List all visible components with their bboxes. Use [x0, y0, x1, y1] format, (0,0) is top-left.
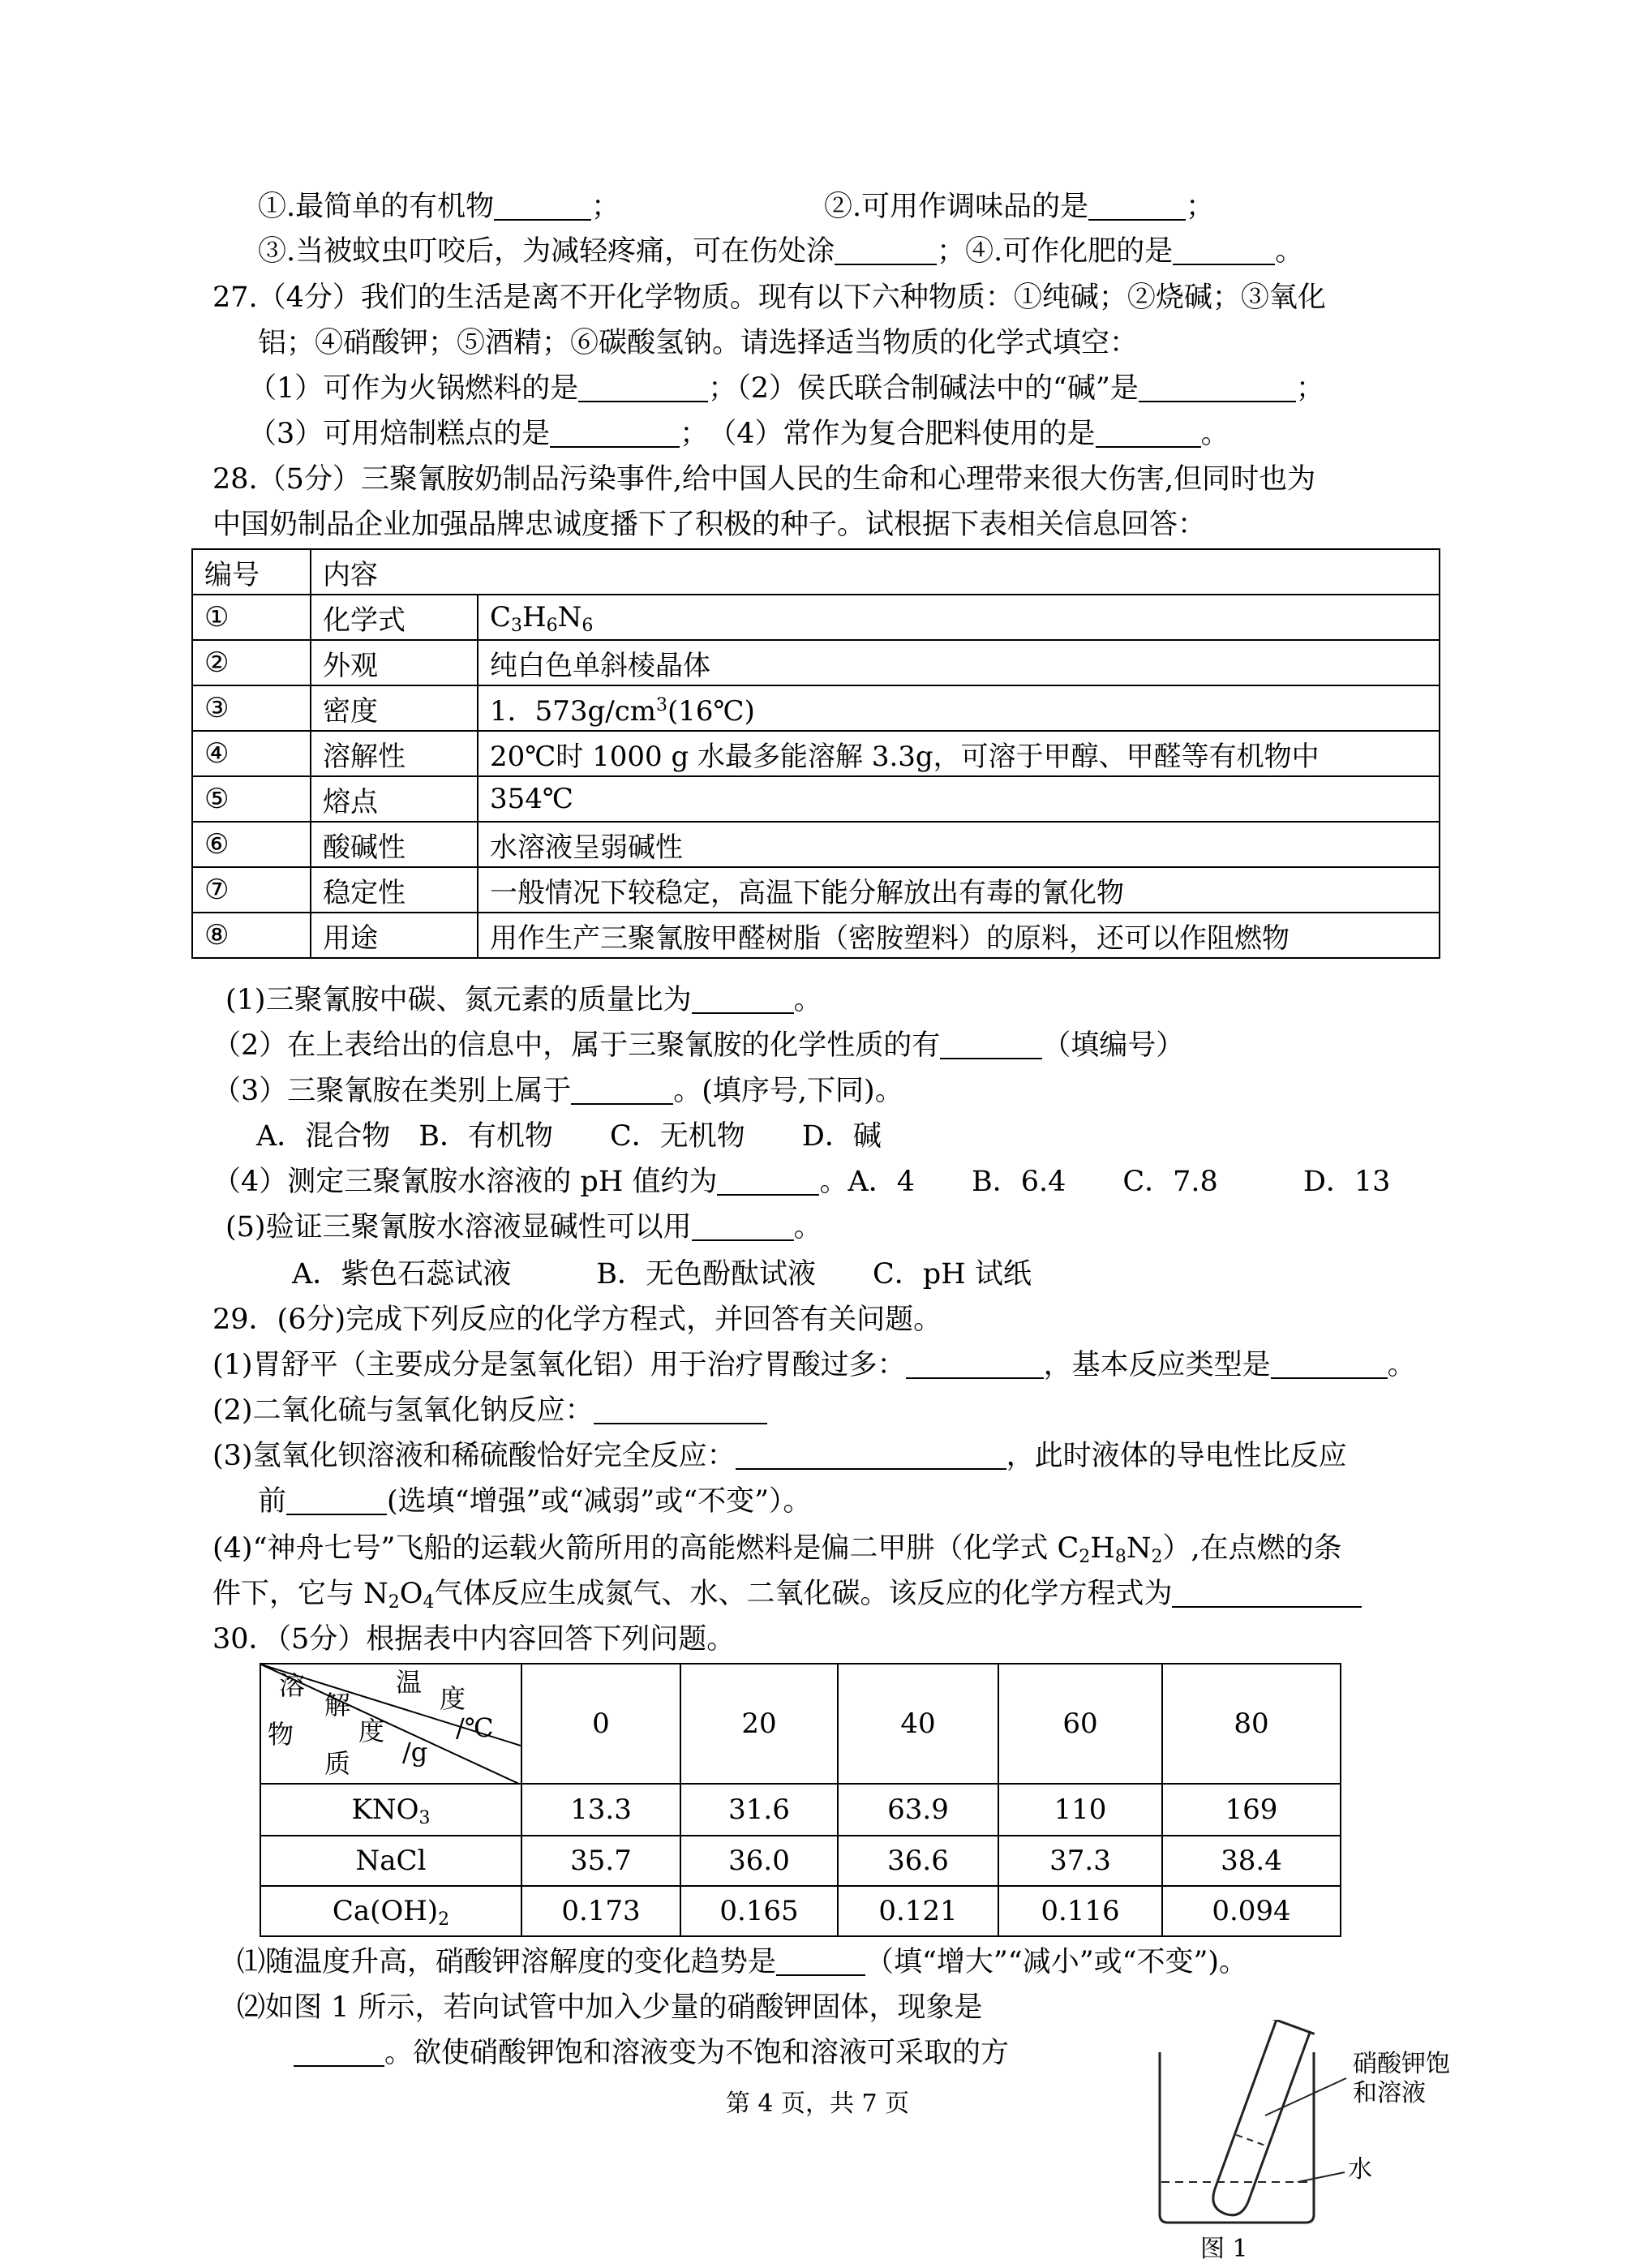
q28-intro-1: 28.（5分）三聚氰胺奶制品污染事件,给中国人民的生命和心理带来很大伤害,但同时也为 [212, 463, 1316, 496]
blank[interactable] [286, 1486, 387, 1515]
q29-line-1: (1)胃舒平（主要成分是氢氧化铝）用于治疗胃酸过多： ，基本反应类型是 。 [212, 1349, 1416, 1381]
table-header-row: 溶 解 度 /g 温 度 /℃ 物 质 0 20 40 60 80 [260, 1664, 1341, 1784]
q26-line-1: ①.最简单的有机物 ； [258, 191, 620, 223]
blank[interactable] [692, 1212, 794, 1241]
blank[interactable] [1173, 236, 1275, 265]
blank[interactable] [835, 236, 937, 265]
q29-line-3b: 前 (选填“增强”或“减弱”或“不变”）。 [258, 1485, 812, 1518]
blank[interactable] [1172, 1579, 1362, 1608]
q30-sub-2b: 。欲使硝酸钾饱和溶液变为不饱和溶液可采取的方 [294, 2034, 1009, 2072]
label-water: 水 [1348, 2155, 1372, 2184]
q26-item3: ③.当被蚊虫叮咬后，为减轻疼痛，可在伤处涂 [258, 235, 835, 268]
q28-sub-5-options: A．紫色石蕊试液 B．无色酚酞试液 C．pH 试纸 [292, 1258, 1032, 1291]
q26-line-1b: ②.可用作调味品的是 ； [824, 191, 1215, 223]
melamine-info-table [191, 548, 1440, 959]
q27-line-1: （1）可作为火锅燃料的是 ；（2）侯氏联合制碱法中的“碱”是 ； [248, 372, 1324, 405]
label-saturated-solution: 硝酸钾饱 [1353, 2050, 1450, 2078]
q28-sub-3: （3）三聚氰胺在类别上属于 。(填序号,下同)。 [212, 1075, 903, 1107]
blank[interactable] [594, 1395, 767, 1424]
q28-sub-5: (5)验证三聚氰胺水溶液显碱性可以用 。 [225, 1211, 822, 1244]
q28-sub-1: (1)三聚氰胺中碳、氮元素的质量比为 。 [225, 984, 822, 1016]
header-content: 内容 [311, 549, 1440, 595]
blank[interactable] [1096, 419, 1201, 448]
table-row: $KNO_3$ 13.3 31.6 63.9 110 169 [260, 1784, 1341, 1836]
q28-sub-4: （4）测定三聚氰胺水溶液的 pH 值约为 。A．4 B．6.4 C．7.8 D．13 [212, 1166, 1391, 1198]
blank[interactable] [717, 1166, 819, 1196]
q26-item2: ②.可用作调味品的是 [824, 191, 1089, 223]
header-no: 编号 [192, 549, 311, 595]
q29-line-2: (2)二氧化硫与氢氧化钠反应： [212, 1392, 767, 1429]
test-tube-icon [1204, 2020, 1315, 2222]
q30-sub-2: ⑵如图 1 所示，若向试管中加入少量的硝酸钾固体，现象是 [237, 1991, 983, 2024]
page-footer: 第 4 页，共 7 页 [725, 2090, 910, 2118]
q27-intro-2: 铝；④硝酸钾；⑤酒精；⑥碳酸氢钠。请选择适当物质的化学式填空： [258, 327, 1139, 359]
blank[interactable] [1088, 191, 1186, 221]
blank[interactable] [494, 191, 591, 221]
blank[interactable] [550, 419, 680, 448]
q28-intro-2: 中国奶制品企业加强品牌忠诚度播下了积极的种子。试根据下表相关信息回答： [212, 509, 1207, 541]
beaker-icon [1160, 2052, 1314, 2223]
blank[interactable] [571, 1076, 673, 1105]
figure-caption: 图 1 [1200, 2235, 1248, 2263]
blank[interactable] [940, 1030, 1042, 1059]
blank[interactable] [1271, 1350, 1388, 1379]
table-row: ⑦ 稳定性 一般情况下较稳定，高温下能分解放出有毒的氰化物 [192, 867, 1440, 913]
table-row: ⑥ 酸碱性 水溶液呈弱碱性 [192, 822, 1440, 867]
q26-line-2: ③.当被蚊虫叮咬后，为减轻疼痛，可在伤处涂 ；④.可作化肥的是 。 [258, 235, 1304, 268]
q26-item1: ①.最简单的有机物 [258, 191, 495, 223]
formula-cell: $C_3H_6N_6$ [478, 595, 1440, 640]
q29-line-4: (4)“神舟七号”飞船的运载火箭所用的高能燃料是偏二甲肼（化学式 $C_2H_8N_2$）,在点燃的条 [212, 1532, 1342, 1567]
blank[interactable] [294, 2038, 384, 2067]
solubility-table [260, 1663, 1341, 1937]
blank[interactable] [776, 1947, 865, 1976]
table-row: ① 化学式 $C_3H_6N_6$ [192, 595, 1440, 640]
blank[interactable] [906, 1350, 1044, 1379]
q30-intro: 30．（5分）根据表中内容回答下列问题。 [212, 1623, 736, 1656]
q26-item4: ；④.可作化肥的是 [937, 235, 1174, 268]
diagonal-header-cell: 溶 解 度 /g 温 度 /℃ 物 质 [260, 1664, 521, 1784]
blank[interactable] [578, 373, 708, 402]
q28-sub-2: （2）在上表给出的信息中，属于三聚氰胺的化学性质的有 （填编号） [212, 1029, 1185, 1062]
table-row: NaCl 35.7 36.0 36.6 37.3 38.4 [260, 1836, 1341, 1886]
q27-line-2: （3）可用焙制糕点的是 ； （4）常作为复合肥料使用的是 。 [248, 418, 1229, 450]
table-header-row [192, 549, 1440, 595]
table-row: ⑧ 用途 用作生产三聚氰胺甲醛树脂（密胺塑料）的原料，还可以作阻燃物 [192, 913, 1440, 958]
table-row: ⑤ 熔点 354℃ [192, 776, 1440, 822]
blank[interactable] [736, 1441, 1006, 1470]
table-row: ③ 密度 1．$573g/cm^3(16℃)$ [192, 685, 1440, 731]
q28-sub-3-options: A．混合物 B．有机物 C．无机物 D．碱 [256, 1120, 882, 1153]
figure-beaker-test-tube [1135, 2020, 1460, 2263]
q27-intro-1: 27.（4分）我们的生活是离不开化学物质。现有以下六种物质：①纯碱；②烧碱；③氧化 [212, 281, 1326, 314]
table-row: ④ 溶解性 20℃时 1000 g 水最多能溶解 3.3g，可溶于甲醇、甲醛等有机物中 [192, 731, 1440, 776]
blank[interactable] [1139, 373, 1296, 402]
table-row: $Ca(OH)_2$ 0.173 0.165 0.121 0.116 0.094 [260, 1886, 1341, 1936]
blank[interactable] [692, 985, 794, 1014]
q29-line-4b: 件下，它与 $N_2O_4$气体反应生成氮气、水、二氧化碳。该反应的化学方程式为 [212, 1575, 1362, 1613]
q30-sub-1: ⑴随温度升高，硝酸钾溶解度的变化趋势是 （填“增大”“减小”或“不变”)。 [237, 1946, 1248, 1978]
q29-intro: 29．(6分)完成下列反应的化学方程式，并回答有关问题。 [212, 1304, 942, 1336]
table-row: ② 外观 纯白色单斜棱晶体 [192, 640, 1440, 685]
q29-line-3: (3)氢氧化钡溶液和稀硫酸恰好完全反应： ，此时液体的导电性比反应 [212, 1440, 1347, 1472]
label-saturated-solution-2: 和溶液 [1353, 2079, 1426, 2107]
